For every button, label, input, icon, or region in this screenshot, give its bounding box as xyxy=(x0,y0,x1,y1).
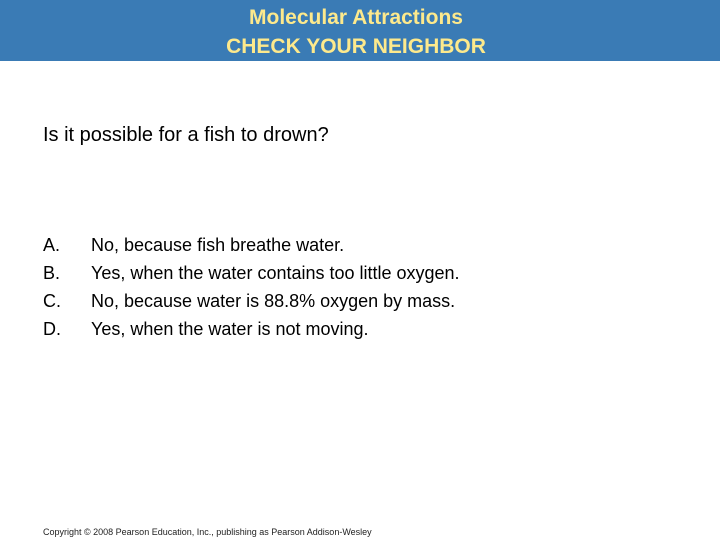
slide-title: Molecular Attractions xyxy=(249,6,463,29)
option-b xyxy=(43,259,460,287)
option-text: No, because fish breathe water. xyxy=(91,235,345,255)
option-a xyxy=(43,231,460,259)
copyright-footer: Copyright © 2008 Pearson Education, Inc., publishing as Pearson Addison-Wesley xyxy=(43,527,372,537)
option-letter: D. xyxy=(43,319,61,339)
option-text: Yes, when the water is not moving. xyxy=(91,319,369,339)
question-text: Is it possible for a fish to drown? xyxy=(43,124,329,146)
option-letter: B. xyxy=(43,263,61,283)
slide-subtitle: CHECK YOUR NEIGHBOR xyxy=(226,35,486,58)
option-text: Yes, when the water contains too little oxygen. xyxy=(91,263,460,283)
slide-header xyxy=(0,0,720,61)
option-d xyxy=(43,315,460,343)
option-c xyxy=(43,287,460,315)
option-letter: C. xyxy=(43,291,61,311)
answer-options xyxy=(43,231,460,343)
option-letter: A. xyxy=(43,235,61,255)
option-text: No, because water is 88.8% oxygen by mass. xyxy=(91,291,456,311)
